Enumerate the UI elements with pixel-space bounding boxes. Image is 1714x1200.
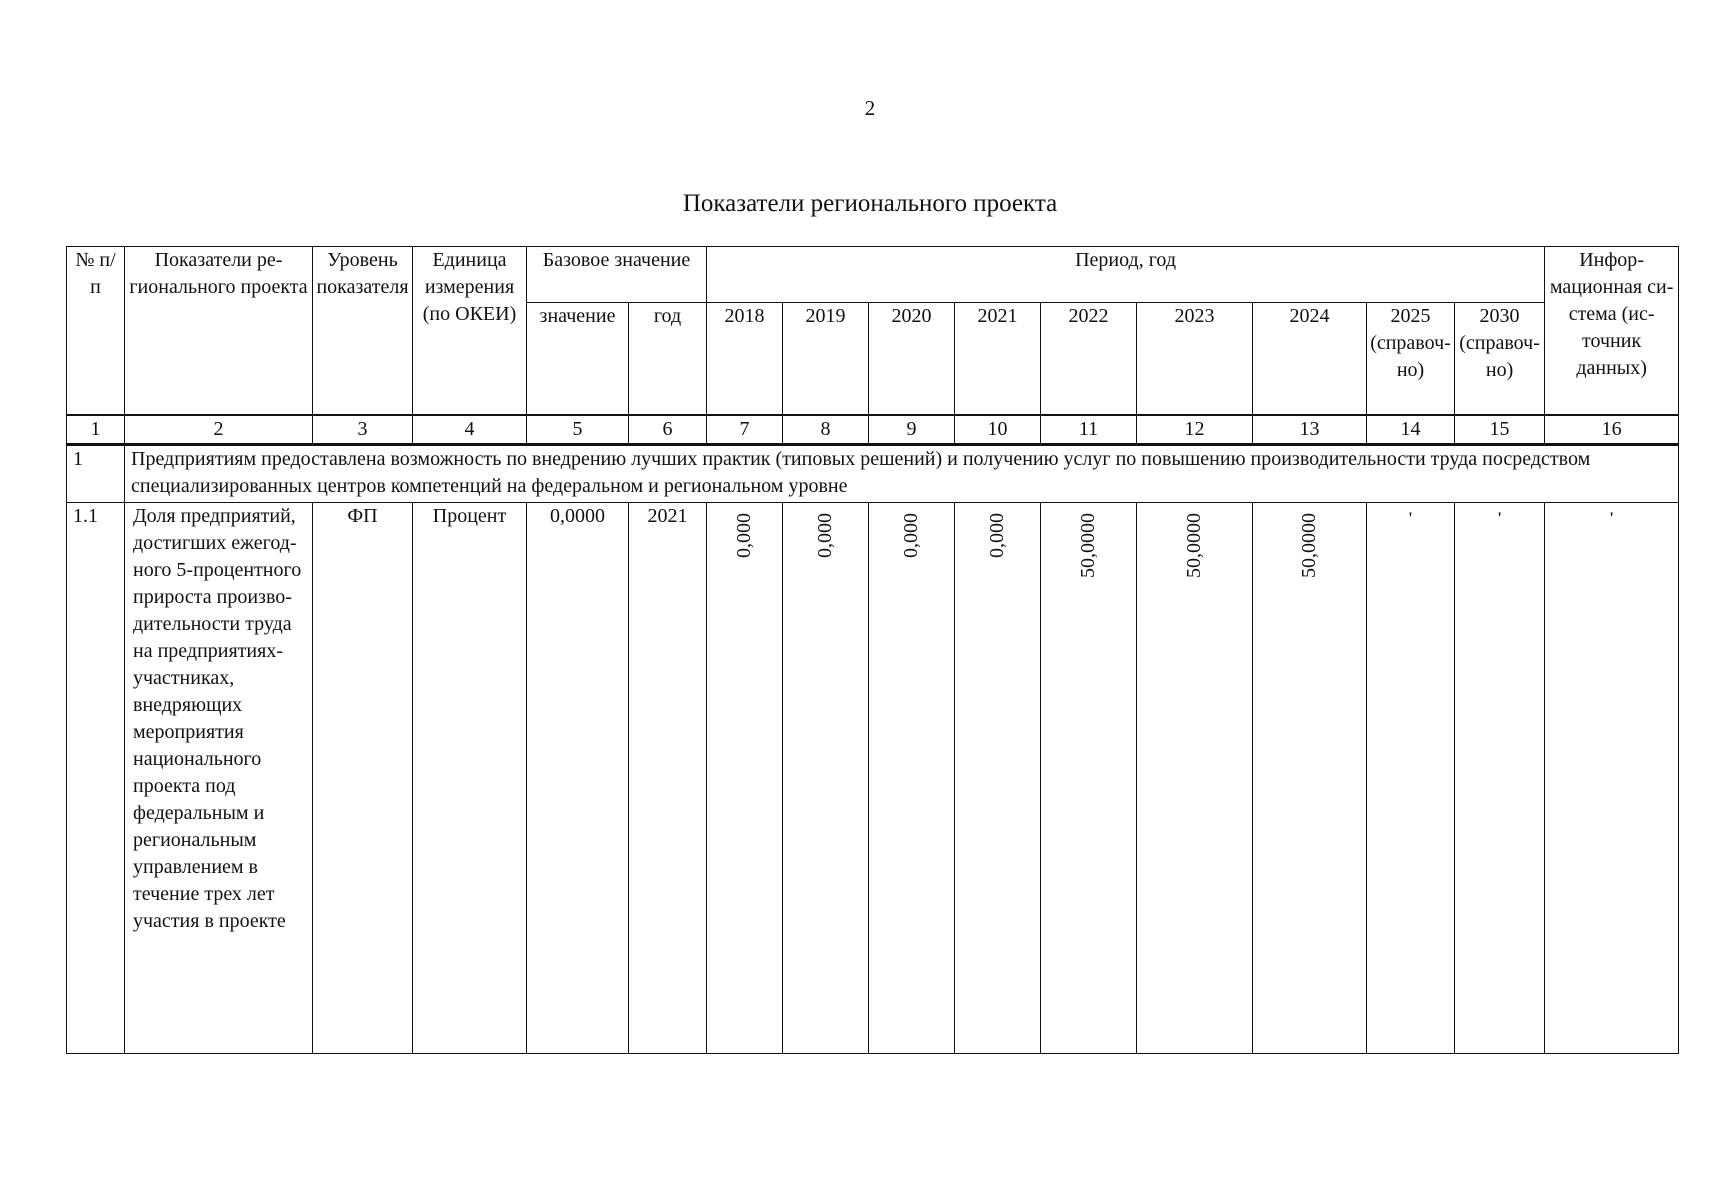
header-year-2020: 2020 — [869, 303, 955, 415]
indicator-row — [67, 502, 1679, 1053]
value-2024-cell — [1253, 502, 1367, 1053]
value-2023: 50,0000 — [1183, 512, 1206, 578]
value-2023-cell — [1137, 502, 1253, 1053]
header-base-value: Базовое значение — [527, 247, 707, 303]
indicator-level: ФП — [313, 502, 413, 1053]
column-number: 15 — [1455, 415, 1545, 445]
column-number: 3 — [313, 415, 413, 445]
info-system-cell — [1545, 502, 1679, 1053]
value-2021: 0,000 — [986, 512, 1009, 558]
indicators-table — [66, 246, 1679, 1054]
base-value: 0,0000 — [527, 502, 629, 1053]
value-2022-cell — [1041, 502, 1137, 1053]
document-title: Показатели регионального проекта — [682, 190, 1058, 217]
column-number: 2 — [125, 415, 313, 445]
value-2020-cell — [869, 502, 955, 1053]
header-no: № п/п — [67, 247, 125, 415]
header-unit: Единица измерения (по ОКЕИ) — [413, 247, 527, 415]
column-number: 6 — [629, 415, 707, 445]
column-number: 7 — [707, 415, 783, 445]
column-number: 4 — [413, 415, 527, 445]
value-2025-cell — [1367, 502, 1455, 1053]
header-base-value-value: значение — [527, 303, 629, 415]
base-year: 2021 — [629, 502, 707, 1053]
header-level: Уровень показателя — [313, 247, 413, 415]
column-numbers-row — [67, 415, 1679, 445]
column-number: 9 — [869, 415, 955, 445]
column-number: 8 — [783, 415, 869, 445]
header-period: Период, год — [707, 247, 1545, 303]
header-info-system: Информационная система (источник данных) — [1545, 247, 1679, 415]
header-year-2023: 2023 — [1137, 303, 1253, 415]
header-row-1 — [67, 247, 1679, 303]
header-year-2030: 2030 (справочно) — [1455, 303, 1545, 415]
value-2020: 0,000 — [900, 512, 923, 558]
value-2030-cell — [1455, 502, 1545, 1053]
column-number: 12 — [1137, 415, 1253, 445]
column-number: 5 — [527, 415, 629, 445]
column-number: 1 — [67, 415, 125, 445]
value-2019: 0,000 — [814, 512, 837, 558]
value-2019-cell — [783, 502, 869, 1053]
info-system-value: ' — [1609, 509, 1614, 527]
column-number: 10 — [955, 415, 1041, 445]
header-year-2018: 2018 — [707, 303, 783, 415]
header-year-2025: 2025 (справочно) — [1367, 303, 1455, 415]
value-2025: ' — [1408, 509, 1413, 527]
value-2030: ' — [1497, 509, 1502, 527]
value-2018-cell — [707, 502, 783, 1053]
column-number: 13 — [1253, 415, 1367, 445]
section-row — [67, 444, 1679, 502]
section-text: Предприятиям предоставлена возможность по внедрению лучших практик (типовых решений) и получению услуг по повышению производительности труда посредством специализированных центров компетенций на федеральном и региональном уровне — [125, 444, 1679, 502]
section-number: 1 — [67, 444, 125, 502]
value-2021-cell — [955, 502, 1041, 1053]
value-2022: 50,0000 — [1077, 512, 1100, 578]
header-year-2021: 2021 — [955, 303, 1041, 415]
column-number: 16 — [1545, 415, 1679, 445]
page-number: 2 — [864, 96, 876, 120]
value-2018: 0,000 — [733, 512, 756, 558]
header-indicators: Показатели регионального проекта — [125, 247, 313, 415]
column-number: 11 — [1041, 415, 1137, 445]
value-2024: 50,0000 — [1298, 512, 1321, 578]
row-number: 1.1 — [67, 502, 125, 1053]
header-year-2022: 2022 — [1041, 303, 1137, 415]
column-number: 14 — [1367, 415, 1455, 445]
header-base-value-year: год — [629, 303, 707, 415]
header-year-2024: 2024 — [1253, 303, 1367, 415]
indicator-unit: Процент — [413, 502, 527, 1053]
indicator-name: Доля предприятий, достигших ежегодного 5-процентного прироста производительности труда на предприятиях-участниках, внедряющих мероприятия национального проекта под федеральным и региональным управлением в течение трех лет участия в проекте — [125, 502, 313, 1053]
header-year-2019: 2019 — [783, 303, 869, 415]
